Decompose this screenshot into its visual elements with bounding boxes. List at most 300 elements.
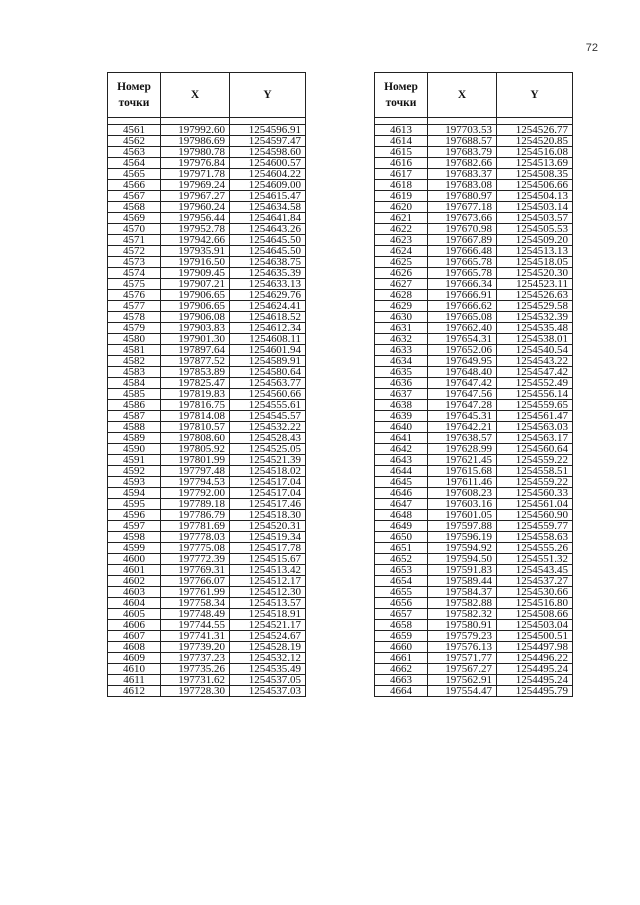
y-cell: 1254512.17 xyxy=(230,576,306,587)
x-cell: 197594.50 xyxy=(428,554,497,565)
table-row xyxy=(108,246,306,257)
table-row xyxy=(375,499,573,510)
x-cell: 197683.08 xyxy=(428,180,497,191)
table-row xyxy=(108,378,306,389)
y-cell: 1254524.67 xyxy=(230,631,306,642)
y-cell: 1254563.77 xyxy=(230,378,306,389)
x-cell: 197903.83 xyxy=(161,323,230,334)
y-cell: 1254525.05 xyxy=(230,444,306,455)
x-cell: 197571.77 xyxy=(428,653,497,664)
y-cell: 1254503.14 xyxy=(497,202,573,213)
point-number-cell: 4608 xyxy=(108,642,161,653)
point-number-cell: 4567 xyxy=(108,191,161,202)
x-cell: 197976.84 xyxy=(161,158,230,169)
point-number-cell: 4611 xyxy=(108,675,161,686)
point-number-cell: 4592 xyxy=(108,466,161,477)
x-cell: 197647.42 xyxy=(428,378,497,389)
table-row xyxy=(108,664,306,675)
table-row xyxy=(375,323,573,334)
table-row xyxy=(375,609,573,620)
y-cell: 1254521.17 xyxy=(230,620,306,631)
table-row xyxy=(375,642,573,653)
point-number-cell: 4619 xyxy=(375,191,428,202)
table-row xyxy=(108,587,306,598)
x-cell: 197775.08 xyxy=(161,543,230,554)
header-x: X xyxy=(161,73,230,118)
coordinates-table-left xyxy=(107,72,306,697)
y-cell: 1254513.69 xyxy=(497,158,573,169)
y-cell: 1254518.02 xyxy=(230,466,306,477)
point-number-cell: 4596 xyxy=(108,510,161,521)
table-row xyxy=(108,312,306,323)
x-cell: 197907.21 xyxy=(161,279,230,290)
x-cell: 197901.30 xyxy=(161,334,230,345)
x-cell: 197645.31 xyxy=(428,411,497,422)
point-number-cell: 4590 xyxy=(108,444,161,455)
table-row xyxy=(108,532,306,543)
point-number-cell: 4601 xyxy=(108,565,161,576)
table-row xyxy=(375,334,573,345)
y-cell: 1254497.98 xyxy=(497,642,573,653)
table-row xyxy=(375,565,573,576)
table-row xyxy=(108,136,306,147)
x-cell: 197794.53 xyxy=(161,477,230,488)
y-cell: 1254518.91 xyxy=(230,609,306,620)
table-row xyxy=(375,587,573,598)
table-row xyxy=(375,213,573,224)
x-cell: 197677.18 xyxy=(428,202,497,213)
y-cell: 1254528.19 xyxy=(230,642,306,653)
table-header-row xyxy=(375,73,573,118)
point-number-cell: 4582 xyxy=(108,356,161,367)
y-cell: 1254520.31 xyxy=(230,521,306,532)
point-number-cell: 4663 xyxy=(375,675,428,686)
table-row xyxy=(108,411,306,422)
point-number-cell: 4641 xyxy=(375,433,428,444)
table-row xyxy=(375,554,573,565)
x-cell: 197731.62 xyxy=(161,675,230,686)
x-cell: 197819.83 xyxy=(161,389,230,400)
y-cell: 1254589.91 xyxy=(230,356,306,367)
table-row xyxy=(375,345,573,356)
x-cell: 197654.31 xyxy=(428,334,497,345)
point-number-cell: 4577 xyxy=(108,301,161,312)
y-cell: 1254513.42 xyxy=(230,565,306,576)
x-cell: 197683.37 xyxy=(428,169,497,180)
y-cell: 1254505.53 xyxy=(497,224,573,235)
table-row xyxy=(375,235,573,246)
table-row xyxy=(108,686,306,697)
point-number-cell: 4639 xyxy=(375,411,428,422)
header-gap xyxy=(108,118,306,125)
point-number-cell: 4598 xyxy=(108,532,161,543)
x-cell: 197814.08 xyxy=(161,411,230,422)
x-cell: 197582.32 xyxy=(428,609,497,620)
y-cell: 1254518.30 xyxy=(230,510,306,521)
y-cell: 1254558.51 xyxy=(497,466,573,477)
header-gap xyxy=(375,118,573,125)
point-number-cell: 4566 xyxy=(108,180,161,191)
x-cell: 197621.45 xyxy=(428,455,497,466)
x-cell: 197810.57 xyxy=(161,422,230,433)
table-row xyxy=(375,466,573,477)
point-number-cell: 4657 xyxy=(375,609,428,620)
table-row xyxy=(375,279,573,290)
table-row xyxy=(375,136,573,147)
x-cell: 197986.69 xyxy=(161,136,230,147)
point-number-cell: 4642 xyxy=(375,444,428,455)
y-cell: 1254516.80 xyxy=(497,598,573,609)
y-cell: 1254495.24 xyxy=(497,664,573,675)
x-cell: 197688.57 xyxy=(428,136,497,147)
x-cell: 197906.08 xyxy=(161,312,230,323)
point-number-cell: 4650 xyxy=(375,532,428,543)
y-cell: 1254552.49 xyxy=(497,378,573,389)
table-row xyxy=(108,521,306,532)
table-row xyxy=(108,675,306,686)
table-header-row xyxy=(108,73,306,118)
x-cell: 197805.92 xyxy=(161,444,230,455)
y-cell: 1254517.78 xyxy=(230,543,306,554)
table-row xyxy=(108,301,306,312)
y-cell: 1254517.04 xyxy=(230,488,306,499)
table-row xyxy=(108,202,306,213)
table-row xyxy=(108,455,306,466)
x-cell: 197960.24 xyxy=(161,202,230,213)
point-number-cell: 4624 xyxy=(375,246,428,257)
y-cell: 1254600.57 xyxy=(230,158,306,169)
point-number-cell: 4634 xyxy=(375,356,428,367)
y-cell: 1254645.50 xyxy=(230,246,306,257)
y-cell: 1254633.13 xyxy=(230,279,306,290)
point-number-cell: 4631 xyxy=(375,323,428,334)
table-row xyxy=(108,477,306,488)
point-number-cell: 4602 xyxy=(108,576,161,587)
point-number-cell: 4637 xyxy=(375,389,428,400)
table-row xyxy=(375,576,573,587)
x-cell: 197739.20 xyxy=(161,642,230,653)
point-number-cell: 4563 xyxy=(108,147,161,158)
point-number-cell: 4583 xyxy=(108,367,161,378)
y-cell: 1254547.42 xyxy=(497,367,573,378)
table-row xyxy=(108,444,306,455)
x-cell: 197801.99 xyxy=(161,455,230,466)
y-cell: 1254543.45 xyxy=(497,565,573,576)
table-row xyxy=(375,268,573,279)
point-number-cell: 4640 xyxy=(375,422,428,433)
point-number-cell: 4662 xyxy=(375,664,428,675)
x-cell: 197967.27 xyxy=(161,191,230,202)
x-cell: 197703.53 xyxy=(428,125,497,136)
y-cell: 1254506.66 xyxy=(497,180,573,191)
y-cell: 1254508.66 xyxy=(497,609,573,620)
x-cell: 197935.91 xyxy=(161,246,230,257)
x-cell: 197683.79 xyxy=(428,147,497,158)
y-cell: 1254518.05 xyxy=(497,257,573,268)
point-number-cell: 4629 xyxy=(375,301,428,312)
y-cell: 1254563.03 xyxy=(497,422,573,433)
y-cell: 1254495.24 xyxy=(497,675,573,686)
point-number-cell: 4610 xyxy=(108,664,161,675)
y-cell: 1254598.60 xyxy=(230,147,306,158)
table-row xyxy=(108,268,306,279)
y-cell: 1254526.77 xyxy=(497,125,573,136)
y-cell: 1254580.64 xyxy=(230,367,306,378)
point-number-cell: 4607 xyxy=(108,631,161,642)
x-cell: 197670.98 xyxy=(428,224,497,235)
table-row xyxy=(375,224,573,235)
x-cell: 197589.44 xyxy=(428,576,497,587)
point-number-cell: 4562 xyxy=(108,136,161,147)
x-cell: 197769.31 xyxy=(161,565,230,576)
y-cell: 1254601.94 xyxy=(230,345,306,356)
header-point-number: Номер точки xyxy=(375,73,428,118)
table-row xyxy=(108,631,306,642)
table-row xyxy=(375,631,573,642)
y-cell: 1254538.01 xyxy=(497,334,573,345)
point-number-cell: 4638 xyxy=(375,400,428,411)
x-cell: 197580.91 xyxy=(428,620,497,631)
table-row xyxy=(375,477,573,488)
y-cell: 1254517.46 xyxy=(230,499,306,510)
point-number-cell: 4654 xyxy=(375,576,428,587)
y-cell: 1254496.22 xyxy=(497,653,573,664)
point-number-cell: 4597 xyxy=(108,521,161,532)
table-row xyxy=(375,147,573,158)
x-cell: 197952.78 xyxy=(161,224,230,235)
point-number-cell: 4603 xyxy=(108,587,161,598)
table-row xyxy=(108,290,306,301)
table-row xyxy=(375,664,573,675)
table-row xyxy=(375,257,573,268)
y-cell: 1254563.17 xyxy=(497,433,573,444)
table-row xyxy=(375,158,573,169)
point-number-cell: 4658 xyxy=(375,620,428,631)
y-cell: 1254519.34 xyxy=(230,532,306,543)
point-number-cell: 4659 xyxy=(375,631,428,642)
y-cell: 1254638.75 xyxy=(230,257,306,268)
y-cell: 1254604.22 xyxy=(230,169,306,180)
point-number-cell: 4630 xyxy=(375,312,428,323)
table-row xyxy=(108,653,306,664)
table-row xyxy=(375,356,573,367)
y-cell: 1254555.26 xyxy=(497,543,573,554)
y-cell: 1254545.57 xyxy=(230,411,306,422)
table-row xyxy=(375,433,573,444)
x-cell: 197797.48 xyxy=(161,466,230,477)
table-row xyxy=(375,389,573,400)
table-row xyxy=(108,356,306,367)
point-number-cell: 4632 xyxy=(375,334,428,345)
x-cell: 197554.47 xyxy=(428,686,497,697)
point-number-cell: 4605 xyxy=(108,609,161,620)
table-row xyxy=(108,422,306,433)
y-cell: 1254609.00 xyxy=(230,180,306,191)
y-cell: 1254560.90 xyxy=(497,510,573,521)
y-cell: 1254516.08 xyxy=(497,147,573,158)
point-number-cell: 4569 xyxy=(108,213,161,224)
y-cell: 1254504.13 xyxy=(497,191,573,202)
y-cell: 1254495.79 xyxy=(497,686,573,697)
point-number-cell: 4651 xyxy=(375,543,428,554)
point-number-cell: 4617 xyxy=(375,169,428,180)
point-number-cell: 4591 xyxy=(108,455,161,466)
point-number-cell: 4609 xyxy=(108,653,161,664)
point-number-cell: 4600 xyxy=(108,554,161,565)
table-row xyxy=(375,246,573,257)
x-cell: 197778.03 xyxy=(161,532,230,543)
point-number-cell: 4593 xyxy=(108,477,161,488)
point-number-cell: 4595 xyxy=(108,499,161,510)
point-number-cell: 4622 xyxy=(375,224,428,235)
y-cell: 1254509.20 xyxy=(497,235,573,246)
point-number-cell: 4564 xyxy=(108,158,161,169)
table-row xyxy=(375,488,573,499)
y-cell: 1254634.58 xyxy=(230,202,306,213)
table-row xyxy=(375,598,573,609)
table-row xyxy=(108,499,306,510)
header-point-number: Номер точки xyxy=(108,73,161,118)
x-cell: 197662.40 xyxy=(428,323,497,334)
table-row xyxy=(108,389,306,400)
x-cell: 197665.08 xyxy=(428,312,497,323)
table-row xyxy=(108,224,306,235)
point-number-cell: 4636 xyxy=(375,378,428,389)
x-cell: 197758.34 xyxy=(161,598,230,609)
y-cell: 1254508.35 xyxy=(497,169,573,180)
y-cell: 1254596.91 xyxy=(230,125,306,136)
x-cell: 197647.56 xyxy=(428,389,497,400)
table-row xyxy=(375,686,573,697)
table-row xyxy=(108,125,306,136)
x-cell: 197611.46 xyxy=(428,477,497,488)
x-cell: 197666.34 xyxy=(428,279,497,290)
y-cell: 1254618.52 xyxy=(230,312,306,323)
y-cell: 1254521.39 xyxy=(230,455,306,466)
point-number-cell: 4565 xyxy=(108,169,161,180)
y-cell: 1254513.57 xyxy=(230,598,306,609)
y-cell: 1254641.84 xyxy=(230,213,306,224)
y-cell: 1254513.13 xyxy=(497,246,573,257)
y-cell: 1254559.65 xyxy=(497,400,573,411)
point-number-cell: 4606 xyxy=(108,620,161,631)
point-number-cell: 4599 xyxy=(108,543,161,554)
point-number-cell: 4615 xyxy=(375,147,428,158)
x-cell: 197666.48 xyxy=(428,246,497,257)
point-number-cell: 4645 xyxy=(375,477,428,488)
point-number-cell: 4661 xyxy=(375,653,428,664)
x-cell: 197853.89 xyxy=(161,367,230,378)
x-cell: 197603.16 xyxy=(428,499,497,510)
y-cell: 1254520.85 xyxy=(497,136,573,147)
point-number-cell: 4628 xyxy=(375,290,428,301)
y-cell: 1254561.04 xyxy=(497,499,573,510)
table-row xyxy=(108,609,306,620)
point-number-cell: 4584 xyxy=(108,378,161,389)
y-cell: 1254512.30 xyxy=(230,587,306,598)
table-row xyxy=(375,312,573,323)
x-cell: 197665.78 xyxy=(428,268,497,279)
table-row xyxy=(108,565,306,576)
point-number-cell: 4588 xyxy=(108,422,161,433)
x-cell: 197916.50 xyxy=(161,257,230,268)
point-number-cell: 4572 xyxy=(108,246,161,257)
table-row xyxy=(108,323,306,334)
x-cell: 197652.06 xyxy=(428,345,497,356)
point-number-cell: 4625 xyxy=(375,257,428,268)
x-cell: 197665.78 xyxy=(428,257,497,268)
table-row xyxy=(108,576,306,587)
x-cell: 197576.13 xyxy=(428,642,497,653)
y-cell: 1254560.66 xyxy=(230,389,306,400)
x-cell: 197584.37 xyxy=(428,587,497,598)
x-cell: 197789.18 xyxy=(161,499,230,510)
y-cell: 1254535.49 xyxy=(230,664,306,675)
x-cell: 197628.99 xyxy=(428,444,497,455)
x-cell: 197980.78 xyxy=(161,147,230,158)
y-cell: 1254624.41 xyxy=(230,301,306,312)
x-cell: 197956.44 xyxy=(161,213,230,224)
x-cell: 197594.92 xyxy=(428,543,497,554)
y-cell: 1254532.39 xyxy=(497,312,573,323)
y-cell: 1254615.47 xyxy=(230,191,306,202)
point-number-cell: 4613 xyxy=(375,125,428,136)
point-number-cell: 4614 xyxy=(375,136,428,147)
point-number-cell: 4571 xyxy=(108,235,161,246)
table-row xyxy=(108,620,306,631)
y-cell: 1254529.58 xyxy=(497,301,573,312)
y-cell: 1254528.43 xyxy=(230,433,306,444)
table-row xyxy=(375,378,573,389)
table-row xyxy=(108,543,306,554)
x-cell: 197942.66 xyxy=(161,235,230,246)
x-cell: 197601.05 xyxy=(428,510,497,521)
point-number-cell: 4647 xyxy=(375,499,428,510)
y-cell: 1254558.63 xyxy=(497,532,573,543)
y-cell: 1254597.47 xyxy=(230,136,306,147)
table-row xyxy=(375,521,573,532)
point-number-cell: 4585 xyxy=(108,389,161,400)
x-cell: 197597.88 xyxy=(428,521,497,532)
point-number-cell: 4618 xyxy=(375,180,428,191)
point-number-cell: 4644 xyxy=(375,466,428,477)
table-row xyxy=(375,455,573,466)
header-y: Y xyxy=(230,73,306,118)
x-cell: 197992.60 xyxy=(161,125,230,136)
x-cell: 197772.39 xyxy=(161,554,230,565)
y-cell: 1254556.14 xyxy=(497,389,573,400)
point-number-cell: 4623 xyxy=(375,235,428,246)
y-cell: 1254645.50 xyxy=(230,235,306,246)
x-cell: 197567.27 xyxy=(428,664,497,675)
x-cell: 197906.65 xyxy=(161,301,230,312)
x-cell: 197728.30 xyxy=(161,686,230,697)
table-row xyxy=(375,191,573,202)
point-number-cell: 4655 xyxy=(375,587,428,598)
table-row xyxy=(375,620,573,631)
x-cell: 197971.78 xyxy=(161,169,230,180)
y-cell: 1254515.67 xyxy=(230,554,306,565)
point-number-cell: 4627 xyxy=(375,279,428,290)
x-cell: 197816.75 xyxy=(161,400,230,411)
header-y: Y xyxy=(497,73,573,118)
y-cell: 1254543.22 xyxy=(497,356,573,367)
table-row xyxy=(108,466,306,477)
table-row xyxy=(108,279,306,290)
point-number-cell: 4660 xyxy=(375,642,428,653)
x-cell: 197766.07 xyxy=(161,576,230,587)
x-cell: 197596.19 xyxy=(428,532,497,543)
